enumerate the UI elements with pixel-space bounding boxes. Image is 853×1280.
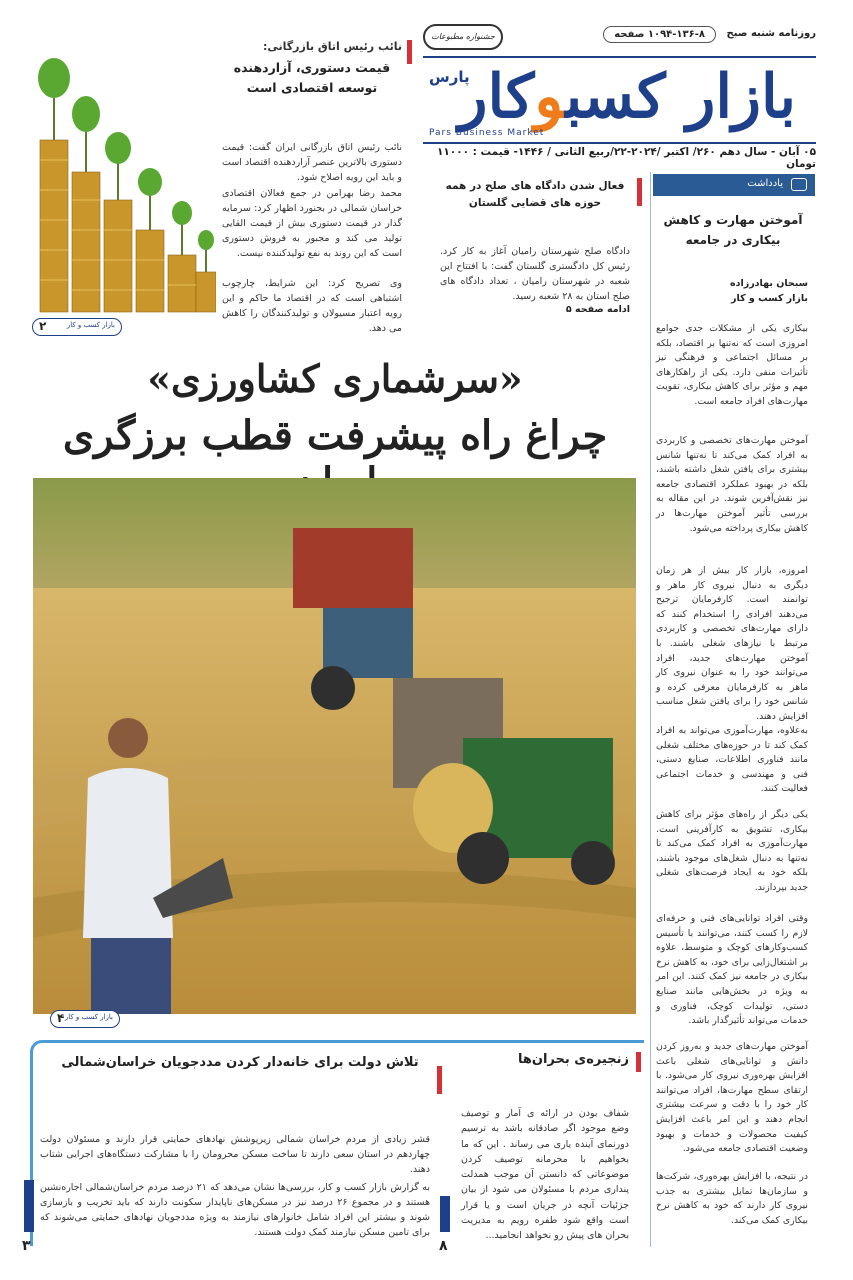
page-number: ۳	[22, 1238, 31, 1254]
story-paragraph: وی تصریح کرد: این شرایط، چارچوب اشتباهی است که در اقتصاد ما حاکم و این رویه اعتبار مسیولان و تولیدکنندگان را کاهش می دهد.	[222, 278, 402, 334]
page-number: ۴	[57, 1011, 65, 1025]
page-number: ۲	[39, 319, 47, 333]
column-paragraph: به‌علاوه، مهارت‌آموزی می‌تواند به افراد کمک کند تا در حوزه‌های مختلف شغلی مانند فناوری اطلاعات، صنایع دستی، فنی و مهندسی و خدمات اجتماعی فعالیت کنند.	[656, 725, 808, 795]
page-strip	[24, 1180, 34, 1232]
page-label: بازار کسب و کار	[64, 1013, 113, 1021]
dateline: ۰۵ آبان - سال دهم ۲۶۰/ اکتبر /۲۰۲۴-۲۲/ربیع الثانی / ۱۴۴۶- قیمت : ۱۱۰۰۰ تومان	[436, 146, 816, 170]
story-title: تلاش دولت برای خانه‌دار کردن مددجویان خراسان‌شمالی	[61, 1055, 419, 1070]
section-label: یادداشت	[747, 178, 783, 189]
column-paragraph: وقتی افراد توانایی‌های فنی و حرفه‌ای لازم را کسب کنند، می‌توانند با تأسیس کسب‌وکارهای کوچک و متوسط، علاوه بر اشتغال‌زایی برای خود، به کاهش نرخ بیکاری در جامعه نیز کمک کنند. این امر به ویژه در بخش‌هایی مانند صنایع دستی، تولیدات کوچک، فناوری و خدمات می‌تواند تأثیرگذار باشد.	[656, 913, 808, 1027]
column-paragraph: آموختن مهارت‌های تخصصی و کاربردی به افراد کمک می‌کند تا نه‌تنها شانس بیشتری برای یافتن شغل داشته باشند، بلکه در بهبود عملکرد اقتصادی جامعه نیز نقش‌آفرین شوند. در این مقاله به بررسی تأثیر آموختن مهارت‌ها در کاهش بیکاری پرداخته می‌شود.	[656, 435, 808, 534]
continued-link[interactable]: ادامه صفحه ۵	[565, 304, 630, 315]
logo-word-1: بازار کسب	[565, 62, 796, 132]
story-paragraph: قشر زیادی از مردم خراسان شمالی زیرپوشش نهادهای حمایتی قرار دارند و مسئولان دولت چهاردهم در استان سعی دارند تا ساخت مسکن محرومان را با مشارکت دستگاه‌های اجرایی شتاب دهند.	[40, 1134, 430, 1175]
logo[interactable]	[423, 56, 816, 144]
logo-english: Pars Business Market	[429, 128, 545, 138]
story-paragraph: به گزارش بازار کسب و کار، بررسی‌ها نشان می‌دهد که ۲۱ درصد مردم خراسان‌شمالی اجاره‌نشین هستند و در مجموع ۲۶ درصد نیز در مسکن‌های ناپایدار سکونت دارند که باید تخریب و بازسازی شوند و بیشتر این افراد شامل خانوارهای نیازمند به ویژه مددجویان نهادهای حمایتی می‌شوند که برای تامین مسکن نیازمند کمک دولت هستند.	[40, 1182, 430, 1238]
section-header	[653, 174, 815, 196]
notebook-icon	[791, 178, 807, 191]
column-author	[730, 276, 808, 306]
story-paragraph: محمد رضا بهرامن در جمع فعالان اقتصادی خراسان شمالی در بجنورد اظهار کرد: سرمایه گذار در قیمت دستوری بیش از قیمت القایی تولید می کند و مجبور به فروش دستوری است که این روند به نفع تولیدکننده نیست.	[222, 188, 402, 259]
page-label: بازار کسب و کار	[66, 321, 115, 329]
column-paragraph: بیکاری یکی از مشکلات جدی جوامع امروزی است که نه‌تنها بر اقتصاد، بلکه بر مسائل اجتماعی و فرهنگی نیز تأثیرات منفی دارد. یکی از راهکارهای مهم و مؤثر برای کاهش بیکاری، تقویت مهارت‌های افراد جامعه است.	[656, 323, 808, 407]
column-paragraph: آموختن مهارت‌های جدید و به‌روز کردن دانش و توانایی‌های شغلی باعث افزایش بهره‌وری نیروی کار می‌شود. با ارتقای سطح مهارت‌ها، افراد می‌توانند کار خود را با دقت و سرعت بیشتری انجام دهند و این امر باعث افزایش کیفیت محصولات و خدمات و بهبود وضعیت اقتصادی جامعه می‌شود.	[656, 1041, 808, 1155]
wheat-harvest-photo	[33, 478, 636, 1014]
story-body: شفاف بودن در ارائه ی آمار و توصیف وضع موجود اگر صادقانه باشد به ترسیم دورنمای آینده یاری می رساند . این که ما بخواهیم با محرمانه توصیف کردن موضوعاتی که دانستن آن موجب همدلت پنداری مردم با مسئولان می شود از بیان جزئیات آنچه در جریان است و یا قرار است واقع شود طفره رویم به مدیریت بحران های پیش رو نخواهد انجامید...	[461, 1108, 629, 1242]
main-headline-line1[interactable]: «سرشماری کشاورزی»	[147, 356, 523, 401]
column-paragraph: در نتیجه، با افزایش بهره‌وری، شرکت‌ها و سازمان‌ها تمایل بیشتری به جذب نیروی کار دارند که خود به کاهش نرخ بیکاری کمک می‌کند.	[656, 1171, 808, 1226]
red-marker	[636, 1052, 641, 1072]
column-title: آموختن مهارت و کاهش بیکاری در جامعه	[663, 213, 803, 247]
red-marker	[437, 1066, 442, 1094]
story-title: فعال شدن دادگاه های صلح در همه حوزه های قضایی گلستان	[445, 180, 625, 209]
column-paragraph: یکی دیگر از راه‌های مؤثر برای کاهش بیکاری، تشویق به کارآفرینی است. مهارت‌آموزی به افراد کمک می‌کند تا نه‌تنها به دنبال شغل‌های موجود باشند، بلکه خود به ایجاد فرصت‌های شغلی جدید بپردازند.	[656, 809, 808, 893]
story-paragraph: نائب رئیس اتاق بازرگانی ایران گفت: قیمت دستوری بالاترین عنصر آزاردهنده اقتصاد است و باید این رویه اصلاح شود.	[222, 142, 402, 183]
editorial-column	[650, 172, 816, 1247]
logo-wordmark	[458, 62, 796, 132]
logo-word-2: کار	[458, 62, 535, 132]
red-marker	[637, 178, 642, 206]
author-name: سبحان بهادرزاده	[729, 278, 808, 289]
page-ref[interactable]	[50, 1010, 120, 1028]
masthead	[423, 22, 816, 170]
issue-info: ۱۰۹۴-۱۳۶-۸ صفحه	[603, 26, 716, 43]
main-headline-line2[interactable]: چراغ راه پیشرفت قطب برزگری	[62, 412, 608, 459]
red-marker	[407, 40, 412, 64]
festival-badge: جشنواره مطبوعات	[423, 24, 503, 50]
logo-accent: و	[534, 62, 566, 132]
story-title: زنجیره‌ی بحران‌ها	[517, 1052, 629, 1067]
publication-type: روزنامه شنبه صبح	[726, 28, 816, 39]
page-ref[interactable]	[22, 1180, 38, 1260]
story-housing[interactable]	[40, 1050, 440, 1240]
logo-pars: پارس	[429, 68, 470, 86]
column-paragraph: امروزه، بازار کار بیش از هر زمان دیگری به دنبال نیروی کار ماهر و توانمند است. کارفرمایان ترجیح می‌دهند افرادی را استخدام کنند که دارای مهارت‌های تخصصی و کاربردی مرتبط با نیازهای شغلی باشند. با آموختن مهارت‌های جدید، افراد می‌توانند خود را به عنوان نیروی کار ماهر به کارفرمایان معرفی کرده و شانس خود را برای یافتن شغل مناسب افزایش دهند.	[656, 565, 808, 722]
story-crisis-chain[interactable]	[455, 1050, 643, 1240]
story-price-control[interactable]	[222, 36, 412, 334]
story-body: دادگاه صلح شهرستان رامیان آغاز به کار کرد. رئیس کل دادگستری گلستان گفت: با افتتاح این شعبه در شهرستان رامیان ، تعداد دادگاه های صلح استان به ۲۸ شعبه رسید.	[440, 246, 630, 302]
page-strip	[440, 1196, 450, 1232]
page-ref[interactable]	[32, 318, 122, 336]
gold-coins-tree-image	[36, 50, 216, 325]
story-peace-courts[interactable]	[426, 172, 646, 322]
page-number: ۸	[439, 1238, 448, 1254]
story-title: قیمت دستوری، آزاردهنده توسعه اقتصادی است	[233, 60, 391, 95]
story-kicker: نائب رئیس اتاق بازرگانی:	[262, 40, 402, 53]
author-role: بازار کسب و کار	[731, 293, 808, 304]
